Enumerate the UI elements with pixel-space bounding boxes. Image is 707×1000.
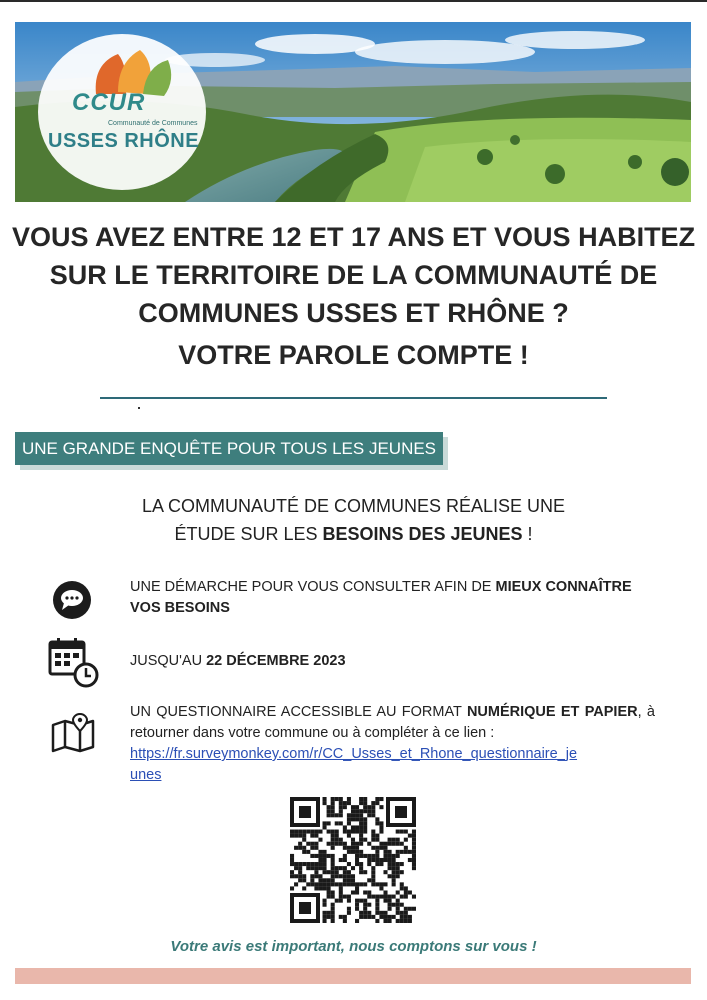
calendar-clock-icon bbox=[47, 636, 99, 688]
speech-bubble-icon bbox=[52, 580, 92, 620]
headline-line-1: VOUS AVEZ ENTRE 12 ET 17 ANS ET VOUS HABITEZ bbox=[11, 222, 696, 252]
footer-bar bbox=[15, 968, 691, 984]
intro-line-1: LA COMMUNAUTÉ DE COMMUNES RÉALISE UNE bbox=[141, 496, 566, 516]
page-top-border bbox=[0, 0, 707, 2]
deadline-item: JUSQU'AU 22 DÉCEMBRE 2023 bbox=[130, 653, 346, 669]
map-pin-icon bbox=[50, 713, 96, 753]
scan-speck bbox=[138, 407, 140, 409]
headline-line-2: SUR LE TERRITOIRE DE LA COMMUNAUTÉ DE bbox=[49, 260, 658, 290]
logo-subtitle: Communauté de Communes bbox=[108, 120, 198, 127]
qr-code[interactable] bbox=[290, 797, 416, 923]
tagline: VOTRE PAROLE COMPTE ! bbox=[178, 340, 529, 370]
ccur-logo bbox=[38, 34, 206, 190]
headline bbox=[0, 218, 707, 332]
questionnaire-item: UN QUESTIONNAIRE ACCESSIBLE AU FORMAT NUMÉRIQUE ET PAPIER, à retourner dans votre commune ou à compléter à ce lien : https://fr.surveymonkey.com/r/CC_Usses_et_Rhone_questionnaire_je unes bbox=[130, 704, 655, 783]
survey-link[interactable]: https://fr.surveymonkey.com/r/CC_Usses_et_Rhone_questionnaire_je unes bbox=[130, 746, 578, 783]
questionnaire-bold: NUMÉRIQUE ET PAPIER bbox=[466, 704, 638, 720]
survey-banner: UNE GRANDE ENQUÊTE POUR TOUS LES JEUNES bbox=[15, 432, 443, 465]
deadline-bold: 22 DÉCEMBRE 2023 bbox=[206, 653, 346, 669]
headline-line-3: COMMUNES USSES ET RHÔNE ? bbox=[138, 298, 569, 328]
consult-item: UNE DÉMARCHE POUR VOUS CONSULTER AFIN DE MIEUX CONNAÎTRE VOS BESOINS bbox=[130, 579, 632, 616]
divider-rule bbox=[100, 397, 607, 399]
logo-name: USSES RHÔNE bbox=[48, 130, 200, 152]
logo-acronym: CCUR bbox=[72, 89, 146, 116]
intro-line-2: ÉTUDE SUR LES BESOINS DES JEUNES ! bbox=[174, 524, 533, 544]
closing-message: Votre avis est important, nous comptons sur vous ! bbox=[170, 938, 537, 955]
intro-text bbox=[0, 492, 707, 548]
consult-bold: MIEUX CONNAÎTRE VOS BESOINS bbox=[130, 579, 632, 616]
intro-bold: BESOINS DES JEUNES bbox=[322, 524, 523, 544]
